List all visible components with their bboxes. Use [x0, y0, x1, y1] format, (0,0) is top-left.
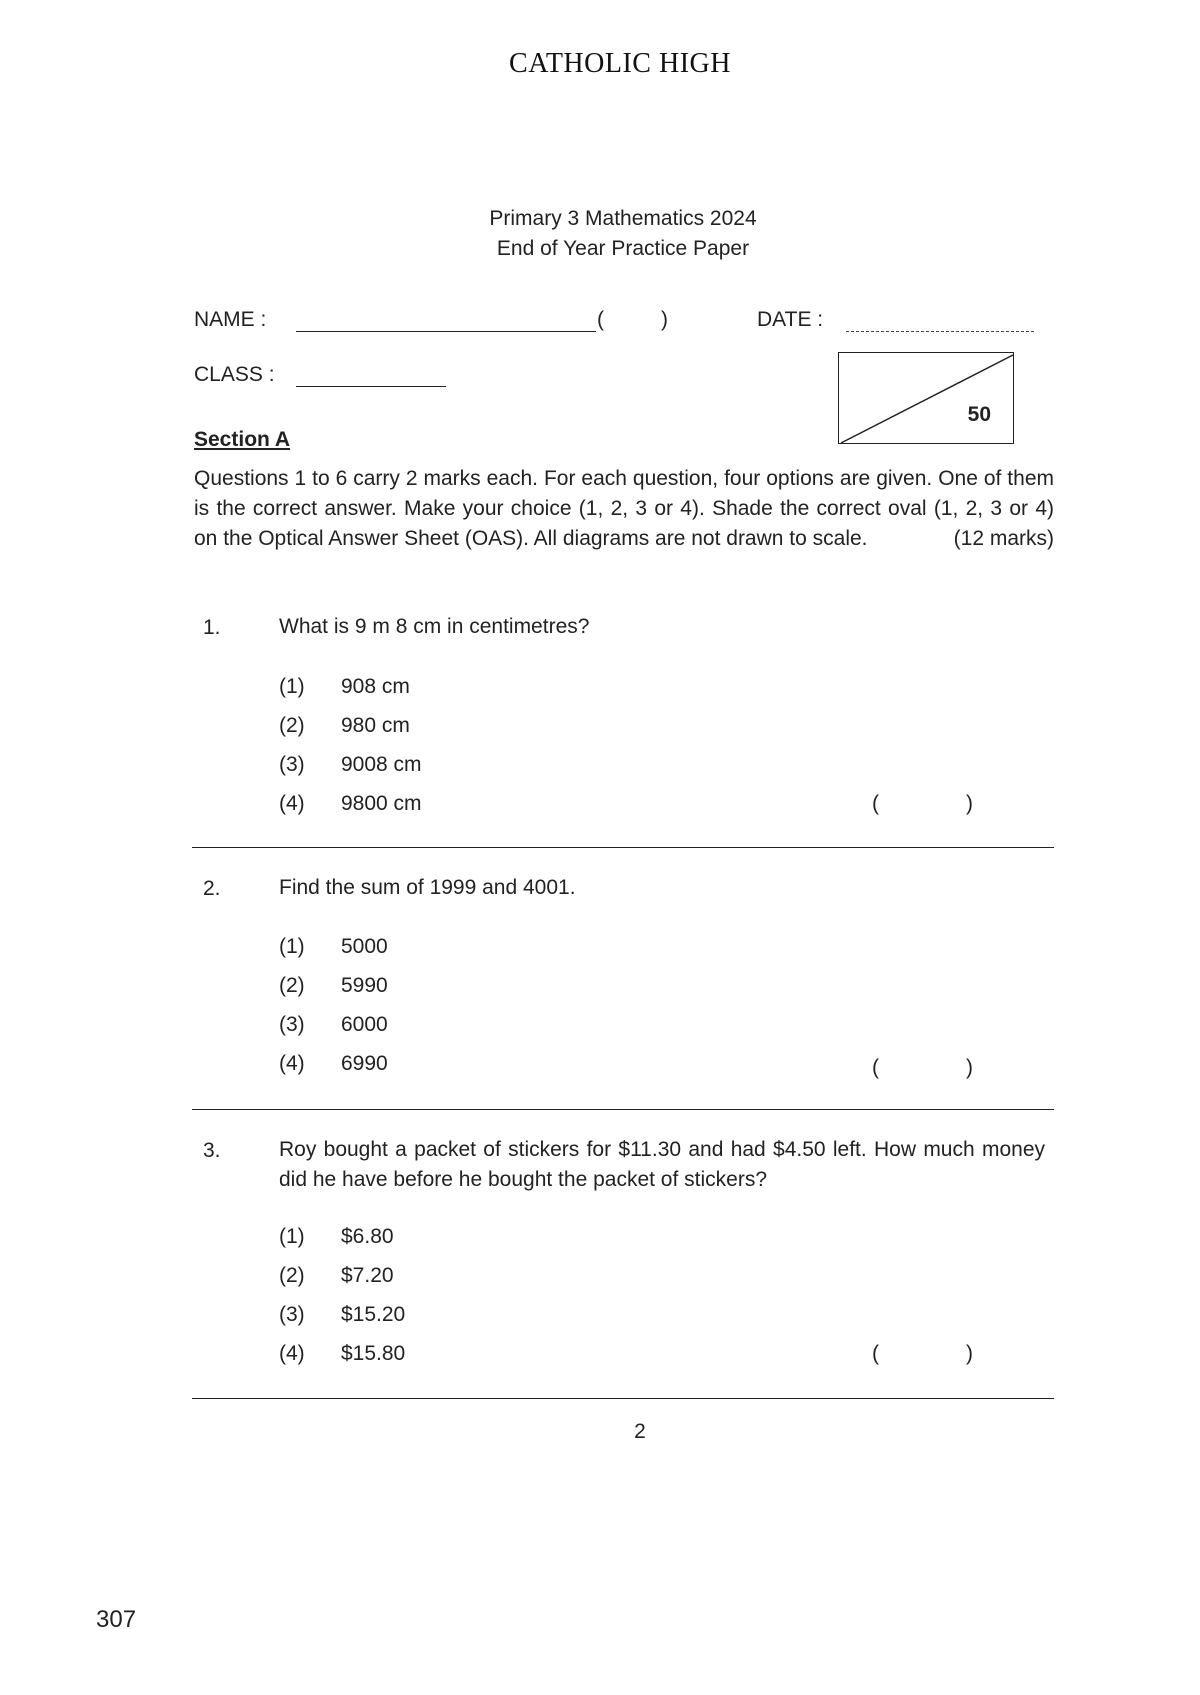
option-text: 980 cm	[341, 714, 410, 737]
section-instructions	[194, 464, 1054, 554]
question-2-answer-close: )	[966, 1056, 973, 1079]
question-1-answer-open: (	[872, 792, 879, 815]
section-marks: (12 marks)	[953, 527, 1054, 550]
question-divider	[192, 1109, 1054, 1110]
option-number: (1)	[279, 1225, 305, 1248]
page-number: 2	[634, 1420, 646, 1443]
question-1-option-4[interactable]	[279, 792, 422, 816]
question-2-option-3[interactable]	[279, 1013, 388, 1037]
question-1-option-1[interactable]	[279, 675, 410, 699]
option-number: (4)	[279, 1342, 305, 1365]
score-box-diagonal	[839, 353, 1015, 445]
question-2-answer-open: (	[872, 1056, 879, 1079]
option-text: 5990	[341, 974, 388, 997]
name-field[interactable]	[296, 331, 596, 332]
score-box	[838, 352, 1014, 444]
question-2-option-1[interactable]	[279, 935, 388, 959]
option-number: (3)	[279, 1013, 305, 1036]
question-2-text: Find the sum of 1999 and 4001.	[279, 876, 576, 899]
option-number: (1)	[279, 675, 305, 698]
question-3-answer-close: )	[966, 1342, 973, 1365]
question-1-answer-close: )	[966, 792, 973, 815]
paper-title: Primary 3 Mathematics 2024	[489, 207, 757, 230]
option-number: (3)	[279, 753, 305, 776]
question-1-text: What is 9 m 8 cm in centimetres?	[279, 615, 590, 638]
school-name: CATHOLIC HIGH	[509, 48, 731, 79]
option-text: $6.80	[341, 1225, 394, 1248]
instructions-text: Questions 1 to 6 carry 2 marks each. For each question, four options are given. One of them is the correct answer. Make your choice (1, 2, 3 or 4). Shade the correct oval (1, 2, 3 or 4) on the Optical Answer Sheet (OAS). All diagrams are not drawn to scale.	[194, 467, 1054, 550]
section-title: Section A	[194, 428, 291, 451]
register-number-open: (	[597, 308, 604, 331]
class-label: CLASS :	[194, 363, 275, 386]
question-1-number: 1.	[203, 616, 221, 639]
paper-subtitle: End of Year Practice Paper	[496, 237, 750, 260]
option-text: $15.20	[341, 1303, 406, 1326]
date-label: DATE :	[757, 308, 824, 331]
question-2-option-4[interactable]	[279, 1052, 388, 1076]
option-number: (2)	[279, 1264, 305, 1287]
class-field[interactable]	[296, 386, 446, 387]
name-label: NAME :	[194, 308, 267, 331]
option-text: 6000	[341, 1013, 388, 1036]
question-3-option-3[interactable]	[279, 1303, 405, 1327]
option-number: (3)	[279, 1303, 305, 1326]
option-number: (1)	[279, 935, 305, 958]
score-total: 50	[967, 403, 991, 426]
date-field[interactable]	[846, 331, 1034, 332]
question-3-option-1[interactable]	[279, 1225, 394, 1249]
option-text: 6990	[341, 1052, 388, 1075]
option-text: 9800 cm	[341, 792, 422, 815]
question-3-text: Roy bought a packet of stickers for $11.30 and had $4.50 left. How much money did he have before he bought the packet of stickers?	[279, 1138, 1045, 1191]
option-text: $15.80	[341, 1342, 406, 1365]
option-number: (2)	[279, 714, 305, 737]
question-2-option-2[interactable]	[279, 974, 388, 998]
question-3-option-2[interactable]	[279, 1264, 394, 1288]
question-1-option-2[interactable]	[279, 714, 410, 738]
option-text: 5000	[341, 935, 388, 958]
option-number: (2)	[279, 974, 305, 997]
question-3-answer-open: (	[872, 1342, 879, 1365]
question-2-number: 2.	[203, 877, 221, 900]
question-divider	[192, 847, 1054, 848]
question-1-option-3[interactable]	[279, 753, 422, 777]
option-text: 9008 cm	[341, 753, 422, 776]
option-number: (4)	[279, 792, 305, 815]
question-3-number: 3.	[203, 1139, 221, 1162]
option-text: 908 cm	[341, 675, 410, 698]
option-number: (4)	[279, 1052, 305, 1075]
register-number-close: )	[661, 308, 668, 331]
option-text: $7.20	[341, 1264, 394, 1287]
question-3-option-4[interactable]	[279, 1342, 405, 1366]
side-number: 307	[96, 1606, 137, 1633]
question-divider	[192, 1398, 1054, 1399]
